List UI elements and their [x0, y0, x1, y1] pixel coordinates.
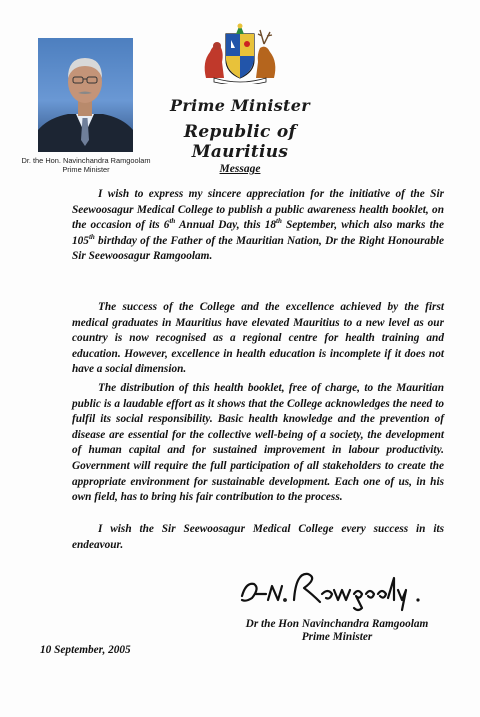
- signer-name: Dr the Hon Navinchandra Ramgoolam: [245, 618, 429, 630]
- portrait-photo: [38, 38, 133, 152]
- paragraph-2: The success of the College and the excellence achieved by the first medical graduates in Mauritius have elevated Mauritius to a new level as our country is now recognised as a regional centre for health training and education. However, excellence in health education is incomplete if it does not have a social dimension.: [72, 301, 444, 376]
- p1-part-b: Annual Day, this 18: [175, 219, 277, 232]
- p1-part-c: September, which also marks the 105: [72, 219, 445, 247]
- letter-date: 10 September, 2005: [40, 644, 131, 656]
- paragraph-4: I wish the Sir Seewoosagur Medical College every success in its endeavour.: [72, 523, 444, 551]
- signer-title: Prime Minister: [301, 631, 373, 643]
- header-title: Prime Minister: [170, 96, 310, 115]
- p1-sup-a: th: [169, 217, 176, 226]
- handwritten-signature: [238, 564, 424, 614]
- coat-of-arms-icon: [200, 22, 280, 84]
- p1-part-a: I wish to express my sincere appreciation for the initiative of the Sir Seewoosagur Medical College to publish a public awareness health booklet, on the occasion of its 6: [72, 188, 444, 232]
- p1-sup-c: th: [88, 233, 95, 242]
- paragraph-1: [72, 187, 444, 265]
- p1-part-d: birthday of the Father of the Mauritian Nation, Dr the Right Honourable Sir Seewoosagur Ramgoolam.: [72, 234, 444, 263]
- caption-name: Dr. the Hon. Navinchandra Ramgoolam: [21, 156, 151, 165]
- message-heading: Message: [219, 163, 261, 175]
- paragraph-3: The distribution of this health booklet, free of charge, to the Mauritian public is a laudable effort as it shows that the College acknowledges the need to fulfil its social responsibility. Basic health knowledge and the prevention of disease are essential for the collective well-being of a society, the development of human capital and for sustained improvement in labour productivity. Government will require the full participation of all stakeholders to create the appropriate environment for sustainable development. Each one of us, in his own field, has to bring his fair contribution to the process.: [72, 382, 444, 504]
- header-subtitle: Republic of Mauritius: [183, 122, 297, 162]
- portrait-image: [38, 38, 133, 152]
- caption-role: Prime Minister: [62, 165, 110, 174]
- p1-sup-b: th: [276, 217, 282, 226]
